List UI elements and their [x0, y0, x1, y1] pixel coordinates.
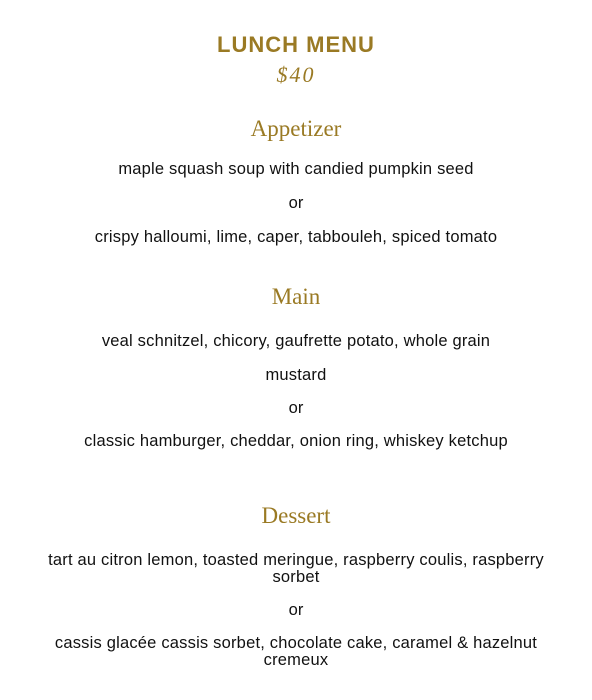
- or-separator-dessert: or: [288, 601, 304, 619]
- section-heading-dessert: Dessert: [261, 503, 331, 528]
- section-heading-appetizer: Appetizer: [250, 116, 342, 141]
- menu-item-main-2: classic hamburger, cheddar, onion ring, whiskey ketchup: [84, 432, 508, 450]
- menu-title: LUNCH MENU: [217, 32, 375, 57]
- menu-item-dessert-1: tart au citron lemon, toasted meringue, raspberry coulis, raspberry sorbet: [48, 551, 544, 586]
- menu-item-main-1-continued: mustard: [265, 366, 327, 384]
- menu-item-dessert-2: cassis glacée cassis sorbet, chocolate cake, caramel & hazelnut cremeux: [54, 634, 538, 669]
- menu-price: $40: [276, 62, 316, 87]
- menu-item-main-1: veal schnitzel, chicory, gaufrette potato, whole grain: [101, 332, 491, 350]
- or-separator-main: or: [288, 399, 304, 417]
- menu-item-appetizer-2: crispy halloumi, lime, caper, tabbouleh, spiced tomato: [94, 228, 498, 246]
- section-heading-main: Main: [271, 284, 321, 309]
- menu-item-appetizer-1: maple squash soup with candied pumpkin seed: [118, 160, 474, 178]
- or-separator-appetizer: or: [288, 194, 304, 212]
